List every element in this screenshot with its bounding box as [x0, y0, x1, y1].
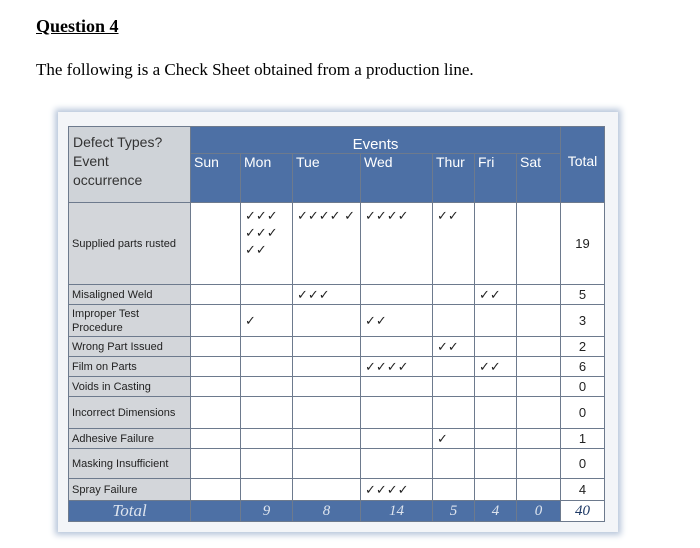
- tally-cell: [361, 397, 433, 429]
- table-row: [69, 203, 605, 285]
- tally-cell: [433, 479, 475, 501]
- table-row: [69, 377, 605, 397]
- row-total: 3: [561, 305, 605, 337]
- tally-cell: [475, 377, 517, 397]
- tally-cell: [517, 377, 561, 397]
- tally-cell: ✓✓✓✓: [361, 357, 433, 377]
- tally-cell: [475, 479, 517, 501]
- tally-cell: [517, 449, 561, 479]
- day-total: 9: [241, 501, 293, 522]
- day-header: Tue: [293, 154, 361, 203]
- tally-cell: [191, 285, 241, 305]
- events-header: Events: [191, 127, 561, 154]
- question-intro: The following is a Check Sheet obtained from a production line.: [36, 60, 474, 79]
- total-header: Total: [561, 127, 605, 203]
- tally-cell: [361, 285, 433, 305]
- tally-cell: [191, 337, 241, 357]
- tally-cell: ✓✓: [475, 357, 517, 377]
- tally-cell: [293, 397, 361, 429]
- row-total: 1: [561, 429, 605, 449]
- corner-line: Event: [73, 153, 109, 169]
- row-total: 4: [561, 479, 605, 501]
- row-total: 5: [561, 285, 605, 305]
- tally-cell: [293, 429, 361, 449]
- defect-label: Supplied parts rusted: [69, 203, 191, 285]
- tally-cell: [293, 449, 361, 479]
- tally-cell: [517, 305, 561, 337]
- tally-cell: ✓✓✓ ✓✓✓ ✓✓: [241, 203, 293, 285]
- table-row: [69, 479, 605, 501]
- tally-cell: [433, 397, 475, 429]
- table-row: [69, 285, 605, 305]
- tally-cell: [517, 397, 561, 429]
- tally-cell: [361, 377, 433, 397]
- table-row: [69, 305, 605, 337]
- tally-cell: [475, 305, 517, 337]
- defect-label: Adhesive Failure: [69, 429, 191, 449]
- tally-cell: [191, 357, 241, 377]
- tally-cell: ✓✓: [475, 285, 517, 305]
- question-title: Question 4: [36, 16, 119, 36]
- day-header: Sat: [517, 154, 561, 203]
- check-sheet-table: [68, 126, 605, 522]
- defect-label: Spray Failure: [69, 479, 191, 501]
- defect-label: Wrong Part Issued: [69, 337, 191, 357]
- row-total: 0: [561, 377, 605, 397]
- table-row: [69, 337, 605, 357]
- tally-cell: [475, 203, 517, 285]
- row-total: 6: [561, 357, 605, 377]
- tally-cell: [191, 429, 241, 449]
- footer-total-label: Total: [69, 501, 191, 522]
- tally-cell: [241, 429, 293, 449]
- tally-cell: ✓✓✓: [293, 285, 361, 305]
- tally-cell: [475, 429, 517, 449]
- tally-cell: [191, 449, 241, 479]
- tally-cell: [241, 377, 293, 397]
- tally-cell: [191, 479, 241, 501]
- table-row: [69, 357, 605, 377]
- tally-cell: [241, 285, 293, 305]
- tally-cell: [293, 305, 361, 337]
- day-total: 0: [517, 501, 561, 522]
- tally-cell: [191, 203, 241, 285]
- tally-cell: [241, 337, 293, 357]
- corner-line: occurrence: [73, 172, 143, 188]
- day-header: Sun: [191, 154, 241, 203]
- tally-cell: [293, 479, 361, 501]
- tally-cell: [191, 305, 241, 337]
- tally-cell: [293, 337, 361, 357]
- tally-cell: [475, 337, 517, 357]
- tally-cell: [241, 449, 293, 479]
- day-header: Fri: [475, 154, 517, 203]
- table-row: [69, 449, 605, 479]
- tally-cell: ✓✓✓✓: [361, 203, 433, 285]
- tally-cell: [433, 449, 475, 479]
- day-total: 8: [293, 501, 361, 522]
- tally-cell: [517, 337, 561, 357]
- tally-cell: [475, 397, 517, 429]
- corner-header: [69, 127, 191, 203]
- table-row: [69, 429, 605, 449]
- row-total: 0: [561, 449, 605, 479]
- defect-label: Masking Insufficient: [69, 449, 191, 479]
- tally-cell: [517, 203, 561, 285]
- day-header: Thur: [433, 154, 475, 203]
- defect-label: Misaligned Weld: [69, 285, 191, 305]
- table-row: [69, 397, 605, 429]
- tally-cell: ✓: [241, 305, 293, 337]
- defect-label: Voids in Casting: [69, 377, 191, 397]
- tally-cell: [517, 285, 561, 305]
- row-total: 2: [561, 337, 605, 357]
- row-total: 19: [561, 203, 605, 285]
- tally-cell: ✓✓: [361, 305, 433, 337]
- tally-cell: [517, 357, 561, 377]
- tally-cell: [191, 397, 241, 429]
- row-total: 0: [561, 397, 605, 429]
- tally-cell: [293, 357, 361, 377]
- defect-label: Film on Parts: [69, 357, 191, 377]
- tally-cell: ✓: [433, 429, 475, 449]
- day-total: 4: [475, 501, 517, 522]
- defect-label: Improper Test Procedure: [69, 305, 191, 337]
- tally-cell: [361, 337, 433, 357]
- day-total: 5: [433, 501, 475, 522]
- tally-cell: [517, 479, 561, 501]
- tally-cell: [241, 357, 293, 377]
- tally-cell: [361, 449, 433, 479]
- tally-cell: [433, 357, 475, 377]
- tally-cell: [433, 285, 475, 305]
- tally-cell: [241, 479, 293, 501]
- tally-cell: [433, 377, 475, 397]
- corner-line: Defect Types?: [73, 134, 163, 150]
- tally-cell: [361, 429, 433, 449]
- day-total: [191, 501, 241, 522]
- tally-cell: [433, 305, 475, 337]
- tally-cell: ✓✓: [433, 337, 475, 357]
- defect-label: Incorrect Dimensions: [69, 397, 191, 429]
- day-header: Wed: [361, 154, 433, 203]
- tally-cell: ✓✓✓✓ ✓: [293, 203, 361, 285]
- tally-cell: ✓✓✓✓: [361, 479, 433, 501]
- grand-total: 40: [561, 501, 605, 522]
- tally-cell: [475, 449, 517, 479]
- tally-cell: [293, 377, 361, 397]
- day-total: 14: [361, 501, 433, 522]
- totals-row: [69, 501, 605, 522]
- day-header: Mon: [241, 154, 293, 203]
- tally-cell: [241, 397, 293, 429]
- tally-cell: ✓✓: [433, 203, 475, 285]
- tally-cell: [191, 377, 241, 397]
- tally-cell: [517, 429, 561, 449]
